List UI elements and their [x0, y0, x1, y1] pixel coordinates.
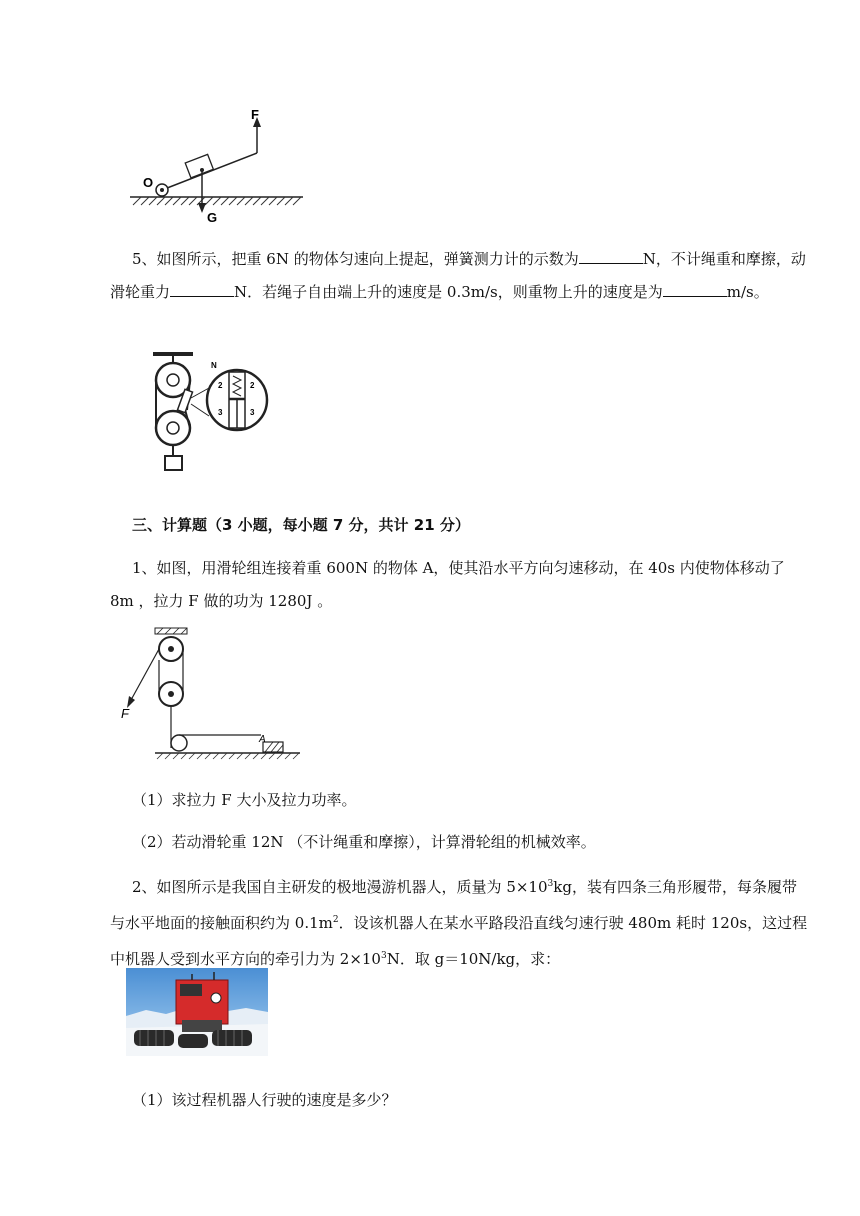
c2-line3-sup: 3 [380, 951, 387, 961]
q5-part1: 5、如图所示，把重 6N 的物体匀速向上提起，弹簧测力计的示数为 [132, 250, 579, 268]
q5-part3: 动滑轮重力 [110, 250, 806, 301]
q5-part4: N．若绳子自由端上升的速度是 0.3m/s，则重物上升的速度是为 [234, 283, 663, 301]
c2-line1-sup: 3 [547, 879, 554, 889]
c1-text-a: 1、如图，用滑轮组连接着重 600N 的物体 A，使其沿水平方向匀速移动，在 40s 内使物体移 [132, 559, 755, 577]
answer-blank-2[interactable] [170, 282, 234, 297]
pulley-block-figure [115, 622, 310, 767]
c2-line1-a: 2、如图所示是我国自主研发的极地漫游机器人，质量为 5×10 [132, 878, 548, 896]
lever-figure [125, 105, 315, 230]
c1-text-b: 动了 8m ，拉力 F 做的功为 1280J 。 [110, 559, 785, 610]
answer-blank-3[interactable] [663, 282, 727, 297]
calc-question-2 [110, 868, 810, 976]
c2-line3-b: N．取 g＝10N/kg，求： [386, 950, 561, 968]
q5-part2: N，不计绳重和摩擦， [642, 250, 791, 268]
c2-line2-sup: 2 [332, 915, 339, 925]
calc-question-1 [110, 552, 810, 618]
q5-part5: m/s。 [726, 283, 769, 301]
scale-tick-2-left: 2 [218, 381, 223, 390]
c2-line1-b: kg，装有四条三角形履带，每条履 [553, 878, 782, 896]
pulley-scale-figure [145, 340, 270, 480]
c2-line3-a: 程中机器人受到水平方向的牵引力为 2×10 [110, 914, 808, 968]
section-title: 三、计算题（3 小题，每小题 7 分，共计 21 分） [132, 516, 470, 534]
question-5 [110, 243, 810, 309]
scale-tick-3-right: 3 [250, 408, 255, 417]
label-g: G [207, 210, 218, 225]
c1-subquestion-2: （2）若动滑轮重 12N （不计绳重和摩擦），计算滑轮组的机械效率。 [132, 833, 596, 851]
c2-line2-a: 带与水平地面的接触面积约为 0.1m [110, 878, 797, 932]
answer-blank-1[interactable] [579, 249, 643, 264]
c1-subquestion-1: （1）求拉力 F 大小及拉力功率。 [132, 791, 357, 809]
polar-robot-photo [126, 968, 268, 1056]
label-o: O [143, 175, 154, 190]
label-f: F [251, 107, 259, 122]
fig3-label-a: A [259, 734, 266, 745]
c2-line2-b: ．设该机器人在某水平路段沿直线匀速行驶 480m 耗时 120s，这过 [338, 914, 793, 932]
scale-label-n: N [211, 361, 217, 370]
scale-tick-3-left: 3 [218, 408, 223, 417]
c2-subquestion-1: （1）该过程机器人行驶的速度是多少？ [132, 1091, 397, 1109]
scale-tick-2-right: 2 [250, 381, 255, 390]
fig3-label-f: F [121, 706, 129, 721]
